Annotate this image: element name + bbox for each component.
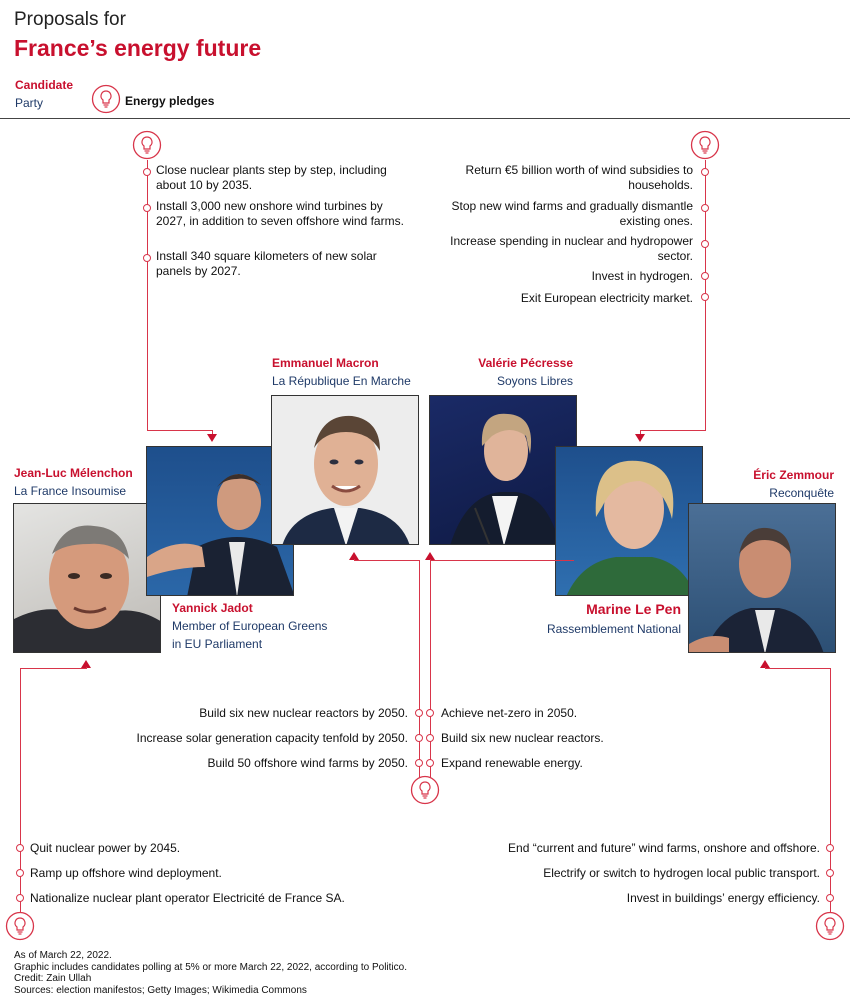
zemmour-pledge-dot (826, 844, 834, 852)
lepen-pledge-3: Increase spending in nuclear and hydropower sector. (450, 234, 693, 263)
pecresse-pledge-2: Build six new nuclear reactors. (441, 731, 604, 745)
pecresse-pledge-dot (426, 709, 434, 717)
jadot-name: Yannick Jadot (172, 601, 253, 615)
pecresse-connector-horizontal (430, 560, 574, 561)
header-divider (0, 118, 850, 119)
lepen-pledge-2: Stop new wind farms and gradually dismantle existing ones. (451, 199, 693, 228)
lepen-pledge-5: Exit European electricity market. (520, 291, 693, 305)
melenchon-lightbulb-icon (5, 911, 35, 941)
jadot-connector-vertical (147, 160, 148, 430)
zemmour-pledge-2: Electrify or switch to hydrogen local public transport. (543, 866, 820, 880)
zemmour-pledge-3: Invest in buildings’ energy efficiency. (626, 891, 820, 905)
legend-lightbulb-icon (91, 84, 121, 114)
jadot-pledge-dot (143, 254, 151, 262)
macron-pledge-dot (415, 759, 423, 767)
jadot-party-line1: Member of European Greens (172, 619, 328, 633)
macron-pledge-3: Build 50 offshore wind farms by 2050. (207, 756, 408, 770)
macron-connector-vertical (419, 560, 420, 778)
zemmour-pledge-dot (826, 869, 834, 877)
footer-sources: Sources: election manifestos; Getty Images; Wikimedia Commons (14, 984, 307, 996)
jadot-connector-horizontal (147, 430, 212, 431)
lepen-connector-horizontal (640, 430, 706, 431)
melenchon-pledge-1: Quit nuclear power by 2045. (30, 841, 181, 855)
jadot-pledge-3: Install 340 square kilometers of new solar panels by 2027. (156, 249, 377, 278)
lepen-pledge-1: Return €5 billion worth of wind subsidies to households. (465, 163, 693, 192)
pecresse-party: Soyons Libres (496, 374, 573, 388)
legend-pledges: Energy pledges (125, 94, 215, 108)
macron-photo (271, 395, 419, 545)
jadot-pledge-2: Install 3,000 new onshore wind turbines by 2027, in addition to seven offshore wind farms. (156, 199, 404, 228)
macron-party: La République En Marche (272, 374, 411, 388)
lepen-pledge-dot (701, 168, 709, 176)
macron-pledge-dot (415, 709, 423, 717)
macron-pledge-dot (415, 734, 423, 742)
jadot-pledge-dot (143, 204, 151, 212)
footer-credit: Credit: Zain Ullah (14, 973, 92, 984)
pecresse-pledge-dot (426, 734, 434, 742)
macron-name: Emmanuel Macron (272, 356, 379, 370)
lepen-party: Rassemblement National (546, 622, 681, 636)
melenchon-pledge-dot (16, 869, 24, 877)
zemmour-lightbulb-icon (815, 911, 845, 941)
pecresse-pledge-3: Expand renewable energy. (441, 756, 583, 770)
lepen-pledge-dot (701, 240, 709, 248)
pecresse-pledge-dot (426, 759, 434, 767)
melenchon-pledge-dot (16, 844, 24, 852)
zemmour-photo (688, 503, 836, 653)
lepen-photo (555, 446, 703, 596)
footer-notes (14, 950, 614, 996)
melenchon-name: Jean-Luc Mélenchon (14, 466, 133, 480)
melenchon-connector-horizontal (20, 668, 87, 669)
footer-as-of: As of March 22, 2022. (14, 950, 112, 961)
zemmour-pledge-dot (826, 894, 834, 902)
footer-graphic-note: Graphic includes candidates polling at 5% or more March 22, 2022, according to Politico. (14, 961, 407, 973)
jadot-arrow (207, 434, 217, 442)
jadot-pledge-1: Close nuclear plants step by step, including about 10 by 2035. (156, 163, 387, 192)
zemmour-connector-horizontal (765, 668, 830, 669)
melenchon-party: La France Insoumise (14, 484, 127, 498)
melenchon-pledge-2: Ramp up offshore wind deployment. (30, 866, 222, 880)
jadot-party-line2: in EU Parliament (172, 637, 263, 651)
macron-pledge-2: Increase solar generation capacity tenfold by 2050. (136, 731, 408, 745)
legend-party: Party (15, 96, 44, 110)
macron-connector-horizontal (354, 560, 419, 561)
lepen-pledge-4: Invest in hydrogen. (591, 269, 693, 283)
center-lightbulb-icon (410, 775, 440, 805)
melenchon-photo (13, 503, 161, 653)
pecresse-pledge-1: Achieve net-zero in 2050. (441, 706, 578, 720)
zemmour-party: Reconquête (769, 486, 834, 500)
pecresse-name: Valérie Pécresse (478, 356, 573, 370)
title-line2: France’s energy future (14, 35, 262, 61)
zemmour-pledge-1: End “current and future” wind farms, onshore and offshore. (508, 841, 820, 855)
legend-candidate: Candidate (15, 78, 74, 92)
lepen-arrow (635, 434, 645, 442)
jadot-lightbulb-icon (132, 130, 162, 160)
title-line1: Proposals for (14, 9, 126, 30)
zemmour-name: Éric Zemmour (753, 468, 834, 482)
lepen-pledge-dot (701, 272, 709, 280)
pecresse-connector-vertical (430, 560, 431, 778)
lepen-name: Marine Le Pen (586, 601, 681, 617)
melenchon-pledge-3: Nationalize nuclear plant operator Electricité de France SA. (30, 891, 345, 905)
lepen-pledge-dot (701, 293, 709, 301)
lepen-pledge-dot (701, 204, 709, 212)
lepen-lightbulb-icon (690, 130, 720, 160)
melenchon-pledge-dot (16, 894, 24, 902)
macron-pledge-1: Build six new nuclear reactors by 2050. (199, 706, 408, 720)
jadot-pledge-dot (143, 168, 151, 176)
